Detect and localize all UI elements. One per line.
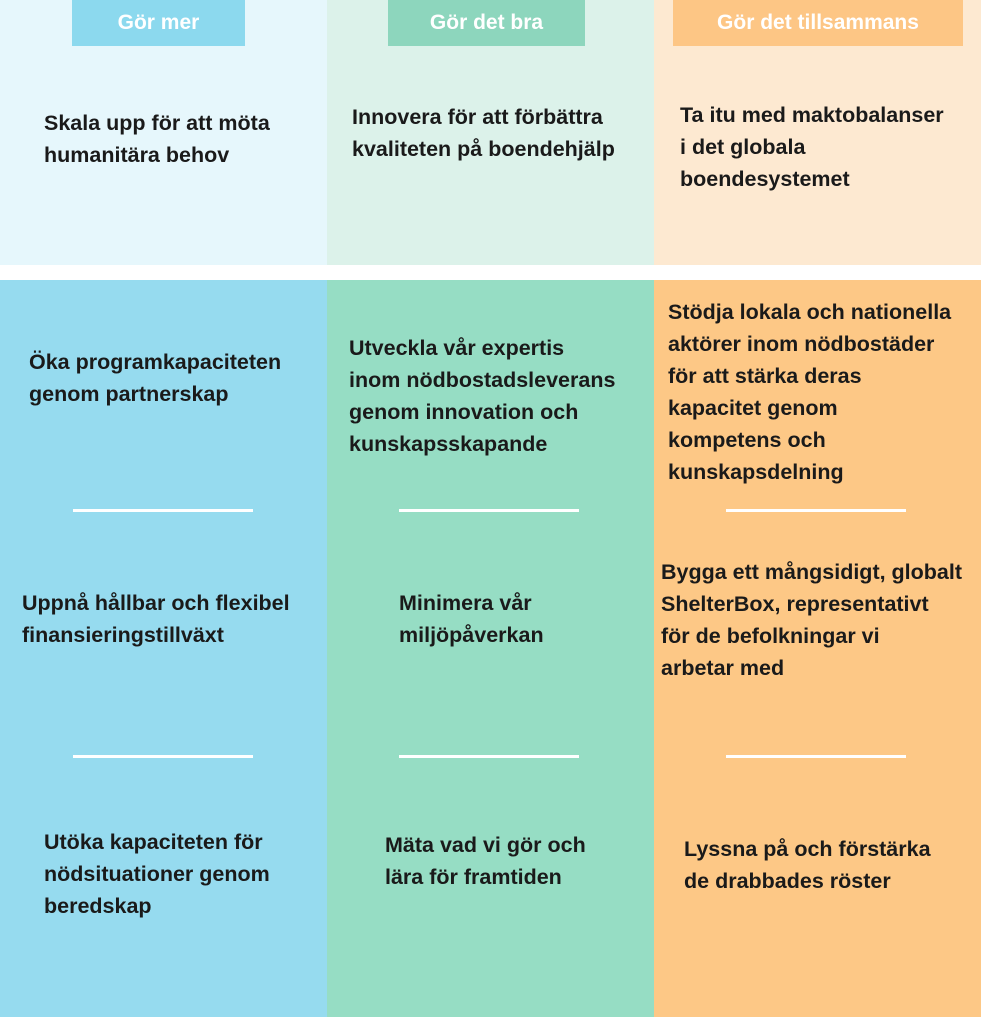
column-3-divider-2 xyxy=(726,755,906,758)
column-2-goal-2: Minimera vår miljöpåverkan xyxy=(399,591,544,647)
column-2-goal-3: Mäta vad vi gör och lära för framtiden xyxy=(385,833,586,889)
column-2-divider-1 xyxy=(399,509,579,512)
column-3-goal-3: Lyssna på och förstärka de drabbades röster xyxy=(684,837,931,893)
column-2-intro: Innovera för att förbättra kvaliteten på boendehjälp xyxy=(352,105,615,161)
column-1-heading: Gör mer xyxy=(72,0,245,46)
column-3-goal-1: Stödja lokala och nationella aktörer inom nödbostäder för att stärka deras kapacitet genom kompetens och kunskapsdelning xyxy=(668,300,952,484)
column-2-goal-1: Utveckla vår expertis inom nödbostadsleverans genom innovation och kunskapsskapande xyxy=(349,336,616,456)
column-3-intro: Ta itu med maktobalanser i det globala boendesystemet xyxy=(680,103,944,191)
column-1-goal-2: Uppnå hållbar och flexibel finansieringstillväxt xyxy=(22,591,290,647)
column-2-divider-2 xyxy=(399,755,579,758)
column-1-goal-3: Utöka kapaciteten för nödsituationer genom beredskap xyxy=(44,830,270,918)
column-1-divider-1 xyxy=(73,509,253,512)
column-1-divider-2 xyxy=(73,755,253,758)
column-3-heading: Gör det tillsammans xyxy=(673,0,963,46)
column-1-intro: Skala upp för att möta humanitära behov xyxy=(44,111,270,167)
column-2-heading: Gör det bra xyxy=(388,0,585,46)
column-3-goal-2: Bygga ett mångsidigt, globalt ShelterBox, representativt för de befolkningar vi arbetar med xyxy=(661,560,963,680)
column-3-divider-1 xyxy=(726,509,906,512)
column-1-goal-1: Öka programkapaciteten genom partnerskap xyxy=(29,350,282,406)
